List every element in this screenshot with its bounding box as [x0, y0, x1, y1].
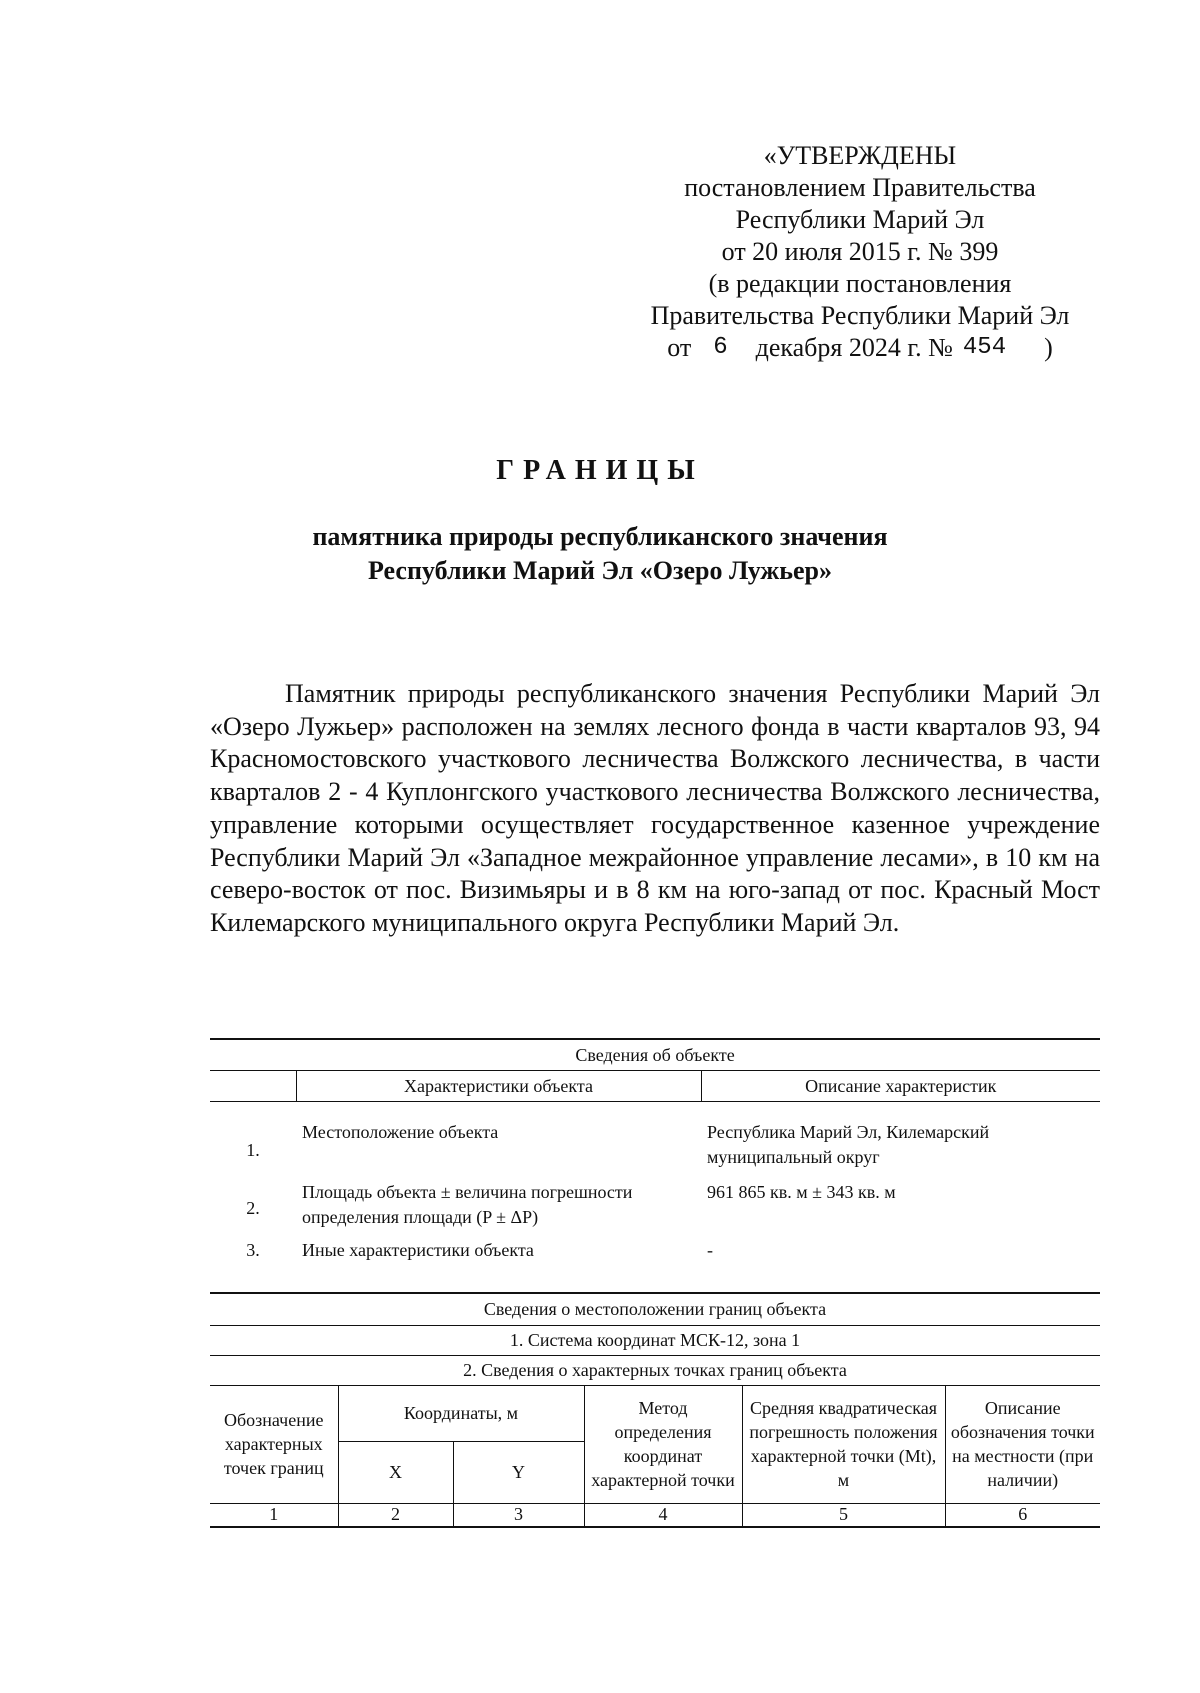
object-info-table [210, 1038, 1100, 1274]
x-header: X [338, 1441, 453, 1503]
error-header: Средняя квадратическая погрешность положения характерной точки (Mt), м [742, 1385, 945, 1503]
approval-line: Правительства Республики Марий Эл [650, 301, 1070, 330]
approval-from: от [667, 333, 692, 362]
column-number: 4 [584, 1503, 742, 1527]
approval-line: постановлением Правительства [684, 173, 1036, 202]
column-number: 2 [338, 1503, 453, 1527]
boundary-location-table [210, 1292, 1100, 1528]
subtitle-line: памятника природы республиканского значения [312, 522, 888, 551]
column-number: 5 [742, 1503, 945, 1527]
column-number: 3 [453, 1503, 584, 1527]
approval-day: 6 [713, 334, 728, 361]
approval-number: 454 [962, 334, 1007, 361]
characteristics-header: Характеристики объекта [296, 1071, 701, 1102]
points-header: 2. Сведения о характерных точках границ объекта [210, 1355, 1100, 1385]
approval-line: (в редакции постановления [708, 269, 1012, 298]
approval-line: от 20 июля 2015 г. № 399 [721, 237, 999, 266]
point-description-header: Описание обозначения точки на местности (при наличии) [945, 1385, 1100, 1503]
document-subtitle [0, 520, 1200, 588]
description-header: Описание характеристик [701, 1071, 1100, 1102]
column-number: 1 [210, 1503, 338, 1527]
row-number: 1. [246, 1139, 260, 1160]
row-value: Республика Марий Эл, Килемарский муниципальный округ [707, 1122, 990, 1167]
coordinate-system: 1. Система координат МСК-12, зона 1 [210, 1325, 1100, 1355]
approval-stamp [600, 140, 1120, 364]
row-number: 2. [246, 1197, 260, 1218]
row-name: Иные характеристики объекта [302, 1240, 534, 1260]
subtitle-line: Республики Марий Эл «Озеро Лужьер» [368, 556, 832, 585]
approval-date-line [600, 332, 1120, 364]
coordinates-header: Координаты, м [338, 1385, 584, 1441]
row-number: 3. [246, 1240, 260, 1260]
approval-close: ) [1044, 333, 1053, 362]
object-info-num-header [210, 1071, 296, 1102]
method-header: Метод определения координат характерной точки [584, 1385, 742, 1503]
object-info-header: Сведения об объекте [210, 1039, 1100, 1071]
row-value: 961 865 кв. м ± 343 кв. м [707, 1182, 896, 1202]
designation-header: Обозначение характерных точек границ [210, 1385, 338, 1503]
approval-month-year: декабря 2024 г. № [755, 333, 953, 362]
y-header: Y [453, 1441, 584, 1503]
document-title: ГРАНИЦЫ [496, 455, 704, 486]
location-header: Сведения о местоположении границ объекта [210, 1293, 1100, 1325]
approval-line: Республики Марий Эл [735, 205, 985, 234]
row-value: - [707, 1240, 713, 1260]
approval-line: «УТВЕРЖДЕНЫ [763, 141, 957, 170]
row-name: Площадь объекта ± величина погрешности определения площади (P ± ΔP) [302, 1182, 633, 1227]
description-paragraph: Памятник природы республиканского значения Республики Марий Эл «Озеро Лужьер» расположен на землях лесного фонда в части кварталов 93, 94 Красномостовского участкового лесничества Волжского лесничества, в части кварталов 2 - 4 Куплонгского участкового лесничества Волжского лесничества, управление которыми осуществляет государственное казенное учреждение Республики Марий Эл «Западное межрайонное управление лесами», в 10 км на северо-восток от пос. Визимьяры и в 8 км на юго-запад от пос. Красный Мост Килемарского муниципального округа Республики Марий Эл. [210, 679, 1100, 937]
column-number: 6 [945, 1503, 1100, 1527]
row-name: Местоположение объекта [302, 1122, 499, 1142]
